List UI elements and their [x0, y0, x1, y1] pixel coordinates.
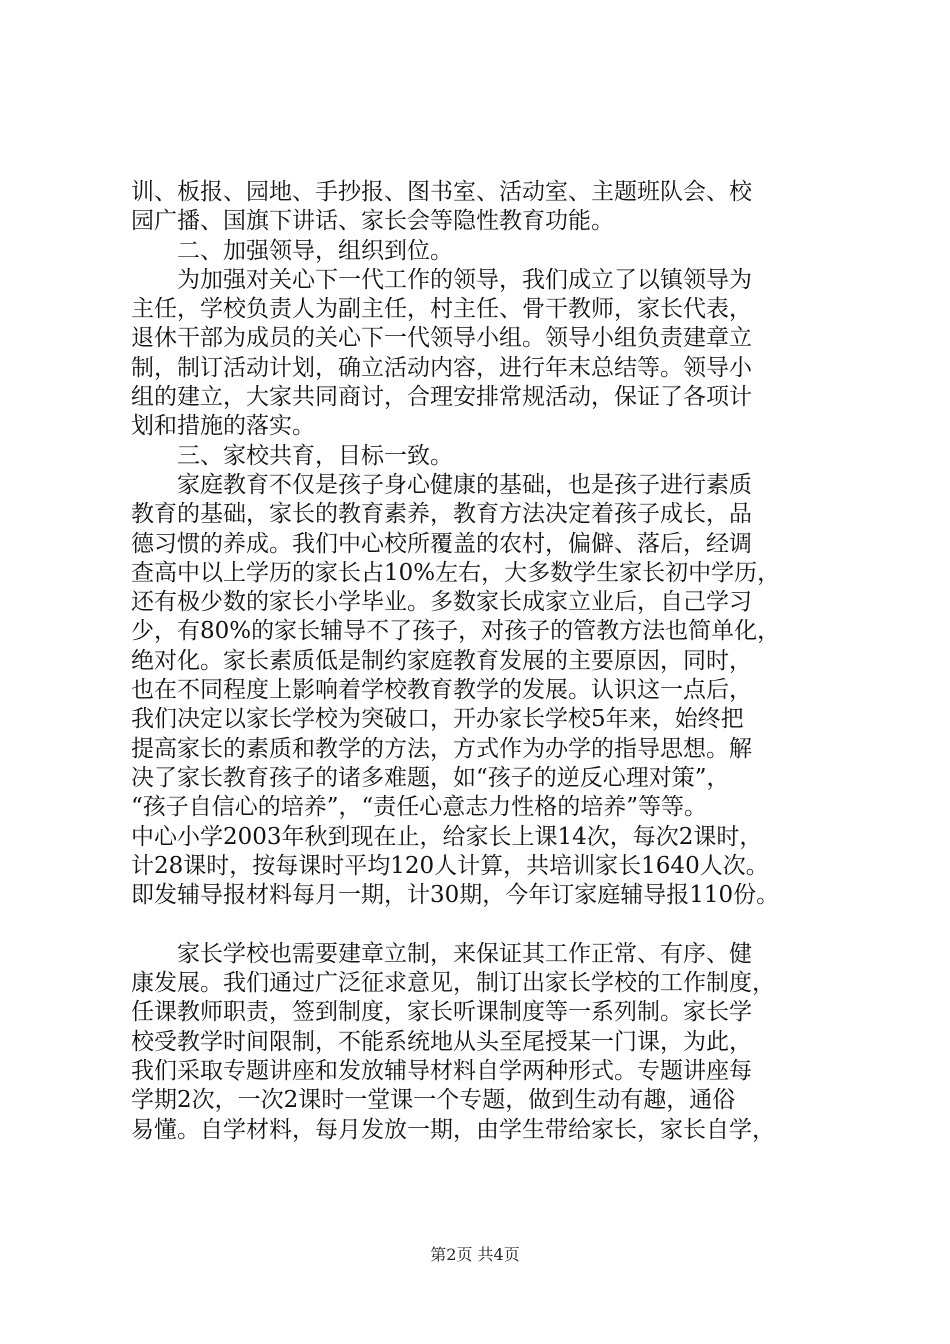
- text-line: 家长学校也需要建章立制，来保证其工作正常、有序、健: [177, 940, 752, 967]
- text-line: 易懂。自学材料，每月发放一期，由学生带给家长，家长自学，: [131, 1116, 775, 1143]
- text-line: 查高中以上学历的家长占10%左右，大多数学生家长初中学历，: [131, 559, 781, 586]
- text-line: 德习惯的养成。我们中心校所覆盖的农村，偏僻、落后，经调: [131, 530, 752, 557]
- text-line: 校受教学时间限制，不能系统地从头至尾授某一门课，为此，: [131, 1028, 752, 1055]
- text-line: 退休干部为成员的关心下一代领导小组。领导小组负责建章立: [131, 325, 752, 352]
- text-line: 我们决定以家长学校为突破口，开办家长学校5年来，始终把: [131, 706, 744, 733]
- text-line: 也在不同程度上影响着学校教育教学的发展。认识这一点后，: [131, 677, 752, 704]
- text-line: 家庭教育不仅是孩子身心健康的基础，也是孩子进行素质: [177, 471, 752, 498]
- text-line: 二、加强领导，组织到位。: [177, 237, 453, 264]
- text-line: 计28课时，按每课时平均120人计算，共培训家长1640人次。: [131, 852, 769, 879]
- text-line: 学期2次，一次2课时一堂课一个专题，做到生动有趣，通俗: [131, 1087, 736, 1114]
- text-line: 任课教师职责，签到制度，家长听课制度等一系列制。家长学: [131, 999, 752, 1026]
- text-line: 提高家长的素质和教学的方法，方式作为办学的指导思想。解: [131, 735, 752, 762]
- text-line: 我们采取专题讲座和发放辅导材料自学两种形式。专题讲座每: [131, 1057, 752, 1084]
- text-line: 划和措施的落实。: [131, 413, 315, 440]
- text-line: 康发展。我们通过广泛征求意见，制订出家长学校的工作制度，: [131, 970, 775, 997]
- text-line: 制，制订活动计划，确立活动内容，进行年末总结等。领导小: [131, 354, 752, 381]
- blank-line: [131, 910, 831, 939]
- text-line: 主任，学校负责人为副主任，村主任、骨干教师，家长代表，: [131, 296, 752, 323]
- text-line: 少，有80%的家长辅导不了孩子，对孩子的管教方法也简单化，: [131, 618, 781, 645]
- text-line: 为加强对关心下一代工作的领导，我们成立了以镇领导为: [177, 266, 752, 293]
- text-line: 即发辅导报材料每月一期，计30期，今年订家庭辅导报110份。: [131, 882, 780, 909]
- text-line: “孩子自信心的培养”，“责任心意志力性格的培养”等等。: [131, 794, 708, 821]
- text-line: 教育的基础，家长的教育素养，教育方法决定着孩子成长，品: [131, 501, 752, 528]
- text-line: 训、板报、园地、手抄报、图书室、活动室、主题班队会、校: [131, 179, 752, 205]
- text-line: 组的建立，大家共同商讨，合理安排常规活动，保证了各项计: [131, 384, 752, 411]
- text-line: 还有极少数的家长小学毕业。多数家长成家立业后，自己学习: [131, 589, 752, 616]
- text-line: 决了家长教育孩子的诸多难题，如“孩子的逆反心理对策”，: [131, 764, 730, 791]
- page-footer: 第2页 共4页: [430, 1245, 520, 1264]
- text-line: 三、家校共育，目标一致。: [177, 442, 453, 469]
- text-line: 园广播、国旗下讲话、家长会等隐性教育功能。: [131, 208, 614, 235]
- document-body: [131, 178, 831, 1145]
- text-line: 中心小学2003年秋到现在止，给家长上课14次，每次2课时，: [131, 823, 763, 850]
- text-line: 绝对化。家长素质低是制约家庭教育发展的主要原因，同时，: [131, 647, 752, 674]
